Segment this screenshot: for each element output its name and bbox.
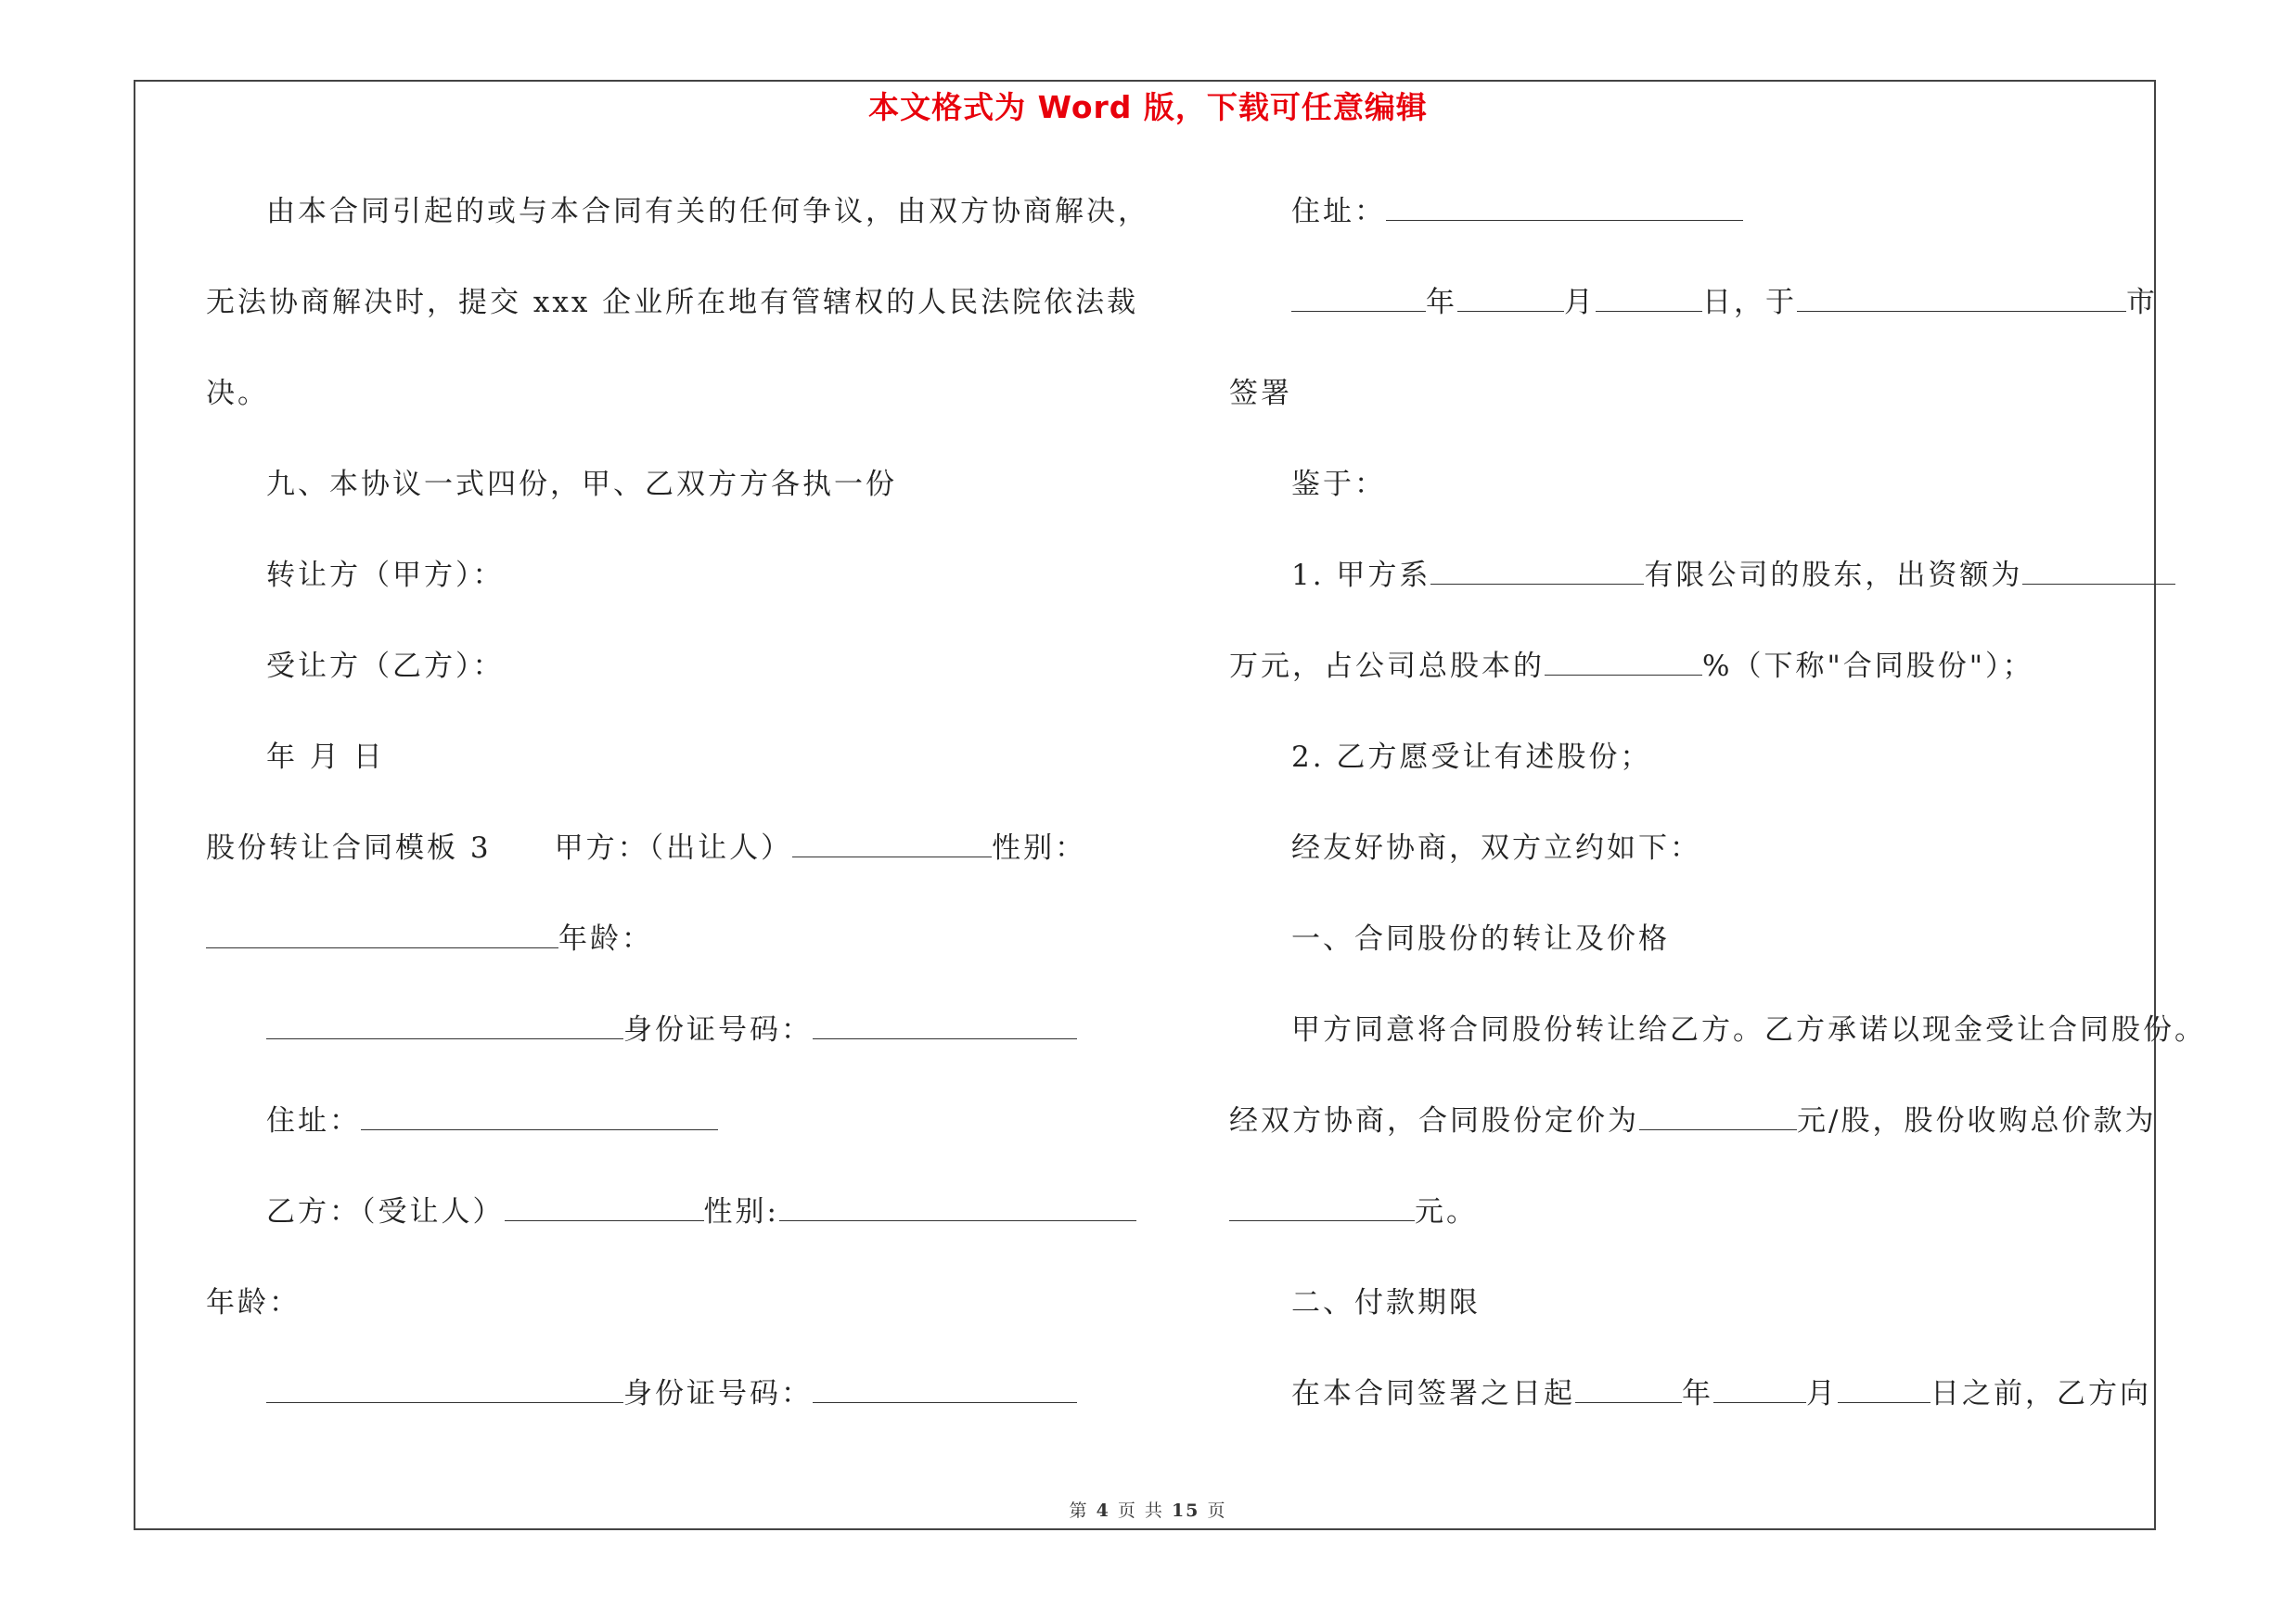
blank-line	[1457, 285, 1564, 312]
recital-1-cont-suffix: %（下称"合同股份"）；	[1702, 650, 2034, 683]
transferor-label: 转让方（甲方）：	[266, 559, 505, 592]
party-a-id-line	[266, 1011, 1077, 1049]
blank-line	[1713, 1376, 1806, 1403]
recital-1-cont-prefix: 万元，占公司总股本的	[1229, 650, 1545, 683]
total-price-line	[1229, 1193, 1478, 1230]
footer-prefix: 第	[1069, 1501, 1089, 1521]
blank-line	[779, 1194, 1136, 1221]
price-prefix: 经双方协商，合同股份定价为	[1229, 1104, 1639, 1138]
recital-1-prefix: 1. 甲方系	[1291, 559, 1431, 592]
blank-line	[1575, 1376, 1682, 1403]
recital-1-cont-line	[1229, 648, 2033, 685]
blank-line	[1545, 649, 1702, 676]
gender-label: 性别：	[992, 831, 1087, 865]
party-b-id-line	[266, 1375, 1077, 1412]
blank-line	[361, 1103, 718, 1130]
template-3-party-a-label: 股份转让合同模板 3 甲方：（出让人）	[206, 831, 793, 865]
id-number-label: 身份证号码：	[623, 1013, 813, 1047]
agreement-intro: 经友好协商，双方立约如下：	[1291, 831, 1701, 865]
recital-1-line	[1291, 557, 2175, 594]
blank-line	[266, 1012, 623, 1039]
blank-line	[2022, 558, 2175, 585]
format-banner: 本文格式为 Word 版，下载可任意编辑	[868, 89, 1428, 125]
blank-line	[266, 1376, 623, 1403]
payment-suffix: 日之前，乙方向	[1930, 1377, 2151, 1410]
gender-label: 性别:	[703, 1195, 779, 1229]
address-line	[1291, 193, 1743, 230]
blank-line	[1386, 194, 1743, 221]
blank-line	[792, 831, 992, 857]
dispute-clause-line-3: 决。	[206, 377, 269, 410]
footer-suffix: 页	[1207, 1501, 1227, 1521]
blank-line	[813, 1376, 1077, 1403]
yuan-label: 元。	[1415, 1195, 1478, 1229]
blank-line	[813, 1012, 1077, 1039]
price-line	[1229, 1102, 2156, 1140]
page-footer	[0, 1497, 2296, 1522]
blank-line	[1596, 285, 1702, 312]
address-label: 住址：	[266, 1104, 361, 1138]
footer-mid: 页 共	[1117, 1501, 1164, 1521]
year-label: 年	[1682, 1377, 1713, 1410]
payment-prefix: 在本合同签署之日起	[1291, 1377, 1575, 1410]
copies-clause: 九、本协议一式四份，甲、乙双方方各执一份	[266, 468, 897, 501]
party-b-line	[266, 1193, 1136, 1230]
age-label: 年龄：	[558, 922, 653, 956]
template-3-party-a-line	[206, 830, 1086, 867]
recital-1-mid: 有限公司的股东，出资额为	[1644, 559, 2023, 592]
party-b-age-line: 年龄：	[206, 1286, 301, 1320]
dispute-clause-line-2: 无法协商解决时，提交 xxx 企业所在地有管辖权的人民法院依法裁	[206, 286, 1139, 319]
party-b-label: 乙方：（受让人）	[266, 1195, 505, 1229]
current-page-number: 4	[1096, 1501, 1110, 1521]
transferee-label: 受让方（乙方）：	[266, 650, 505, 683]
month-label: 月	[1806, 1377, 1838, 1410]
blank-line	[1229, 1194, 1415, 1221]
total-pages-number: 15	[1171, 1501, 1200, 1521]
address-label: 住址：	[1291, 195, 1386, 228]
year-label: 年	[1426, 286, 1457, 319]
payment-deadline-line	[1291, 1375, 2151, 1412]
recital-2: 2. 乙方愿受让有述股份；	[1291, 741, 1652, 774]
party-a-address-line	[266, 1102, 718, 1140]
id-number-label: 身份证号码：	[623, 1377, 813, 1410]
section-1-para: 甲方同意将合同股份转让给乙方。乙方承诺以现金受让合同股份。	[1291, 1013, 2206, 1047]
blank-line	[1797, 285, 2126, 312]
blank-line	[206, 921, 558, 948]
blank-line	[1639, 1103, 1797, 1130]
date-line: 年 月 日	[266, 741, 385, 774]
signing-date-line	[1291, 284, 2158, 321]
blank-line	[1838, 1376, 1930, 1403]
section-1-heading: 一、合同股份的转让及价格	[1291, 922, 1670, 956]
blank-line	[1291, 285, 1426, 312]
price-suffix: 元/股，股份收购总价款为	[1797, 1104, 2157, 1138]
signed-label: 签署	[1229, 377, 1292, 410]
month-label: 月	[1564, 286, 1596, 319]
day-at-label: 日，于	[1702, 286, 1797, 319]
whereas-label: 鉴于：	[1291, 468, 1386, 501]
blank-line	[505, 1194, 704, 1221]
dispute-clause-line-1: 由本合同引起的或与本合同有关的任何争议，由双方协商解决，	[266, 195, 1149, 228]
blank-line	[1430, 558, 1644, 585]
section-2-heading: 二、付款期限	[1291, 1286, 1481, 1320]
party-a-age-line	[206, 921, 653, 958]
city-label: 市	[2126, 286, 2158, 319]
